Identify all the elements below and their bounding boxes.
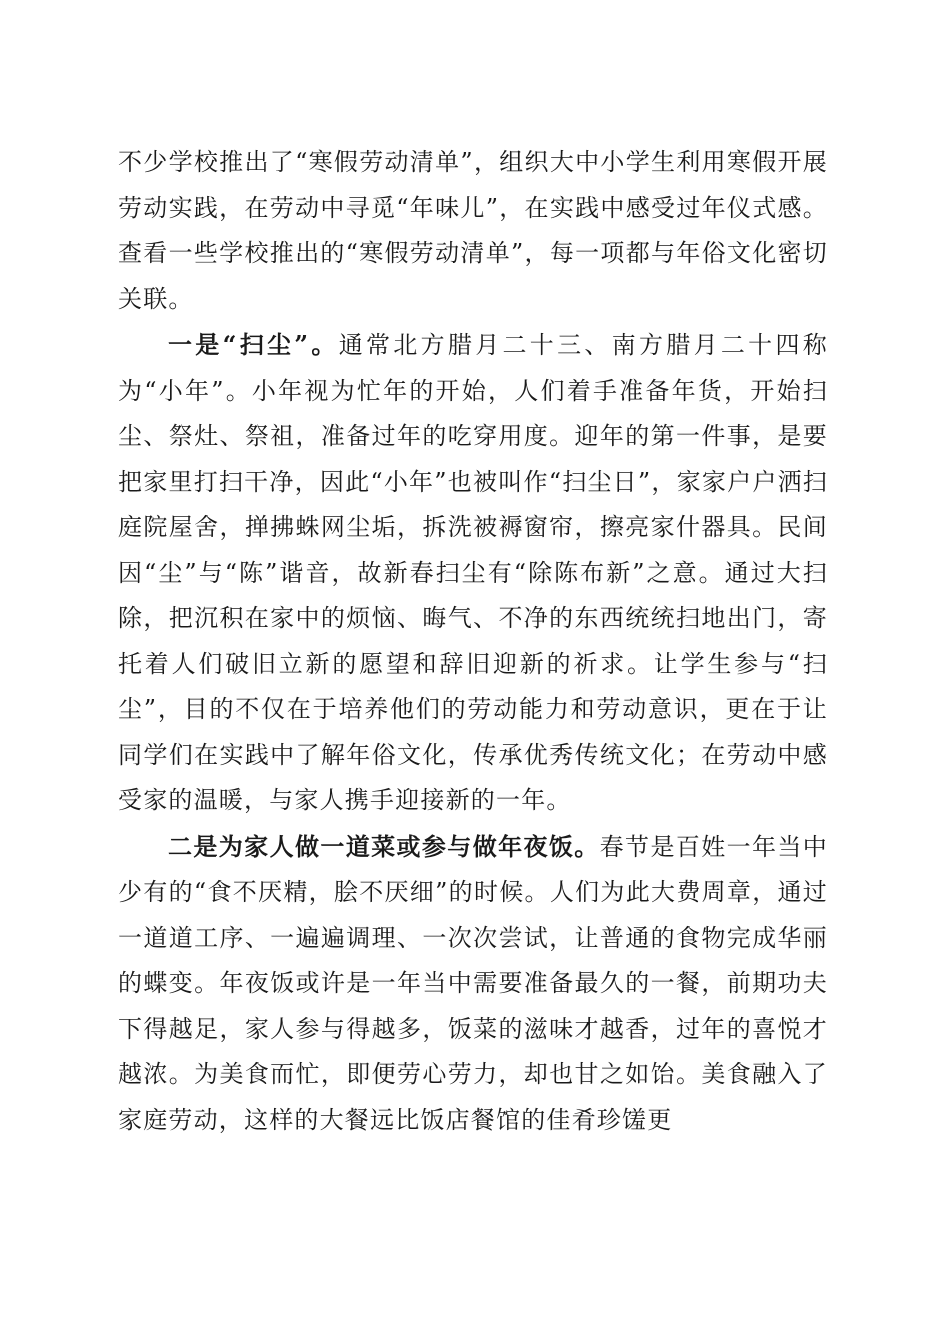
paragraph-cooking — [118, 824, 828, 1144]
paragraph-sweeping-text: 通常北方腊月二十三、南方腊月二十四称为“小年”。小年视为忙年的开始，人们着手准备年货，开始扫尘、祭灶、祭祖，准备过年的吃穿用度。迎年的第一件事，是要把家里打扫干净，因此“小年”也被叫作“扫尘日”，家家户户洒扫庭院屋舍，掸拂蛛网尘垢，拆洗被褥窗帘，擦亮家什器具。民间因“尘”与“陈”谐音，故新春扫尘有“除陈布新”之意。通过大扫除，把沉积在家中的烦恼、晦气、不净的东西统统扫地出门，寄托着人们破旧立新的愿望和辞旧迎新的祈求。让学生参与“扫尘”，目的不仅在于培养他们的劳动能力和劳动意识，更在于让同学们在实践中了解年俗文化，传承优秀传统文化；在劳动中感受家的温暖，与家人携手迎接新的一年。 — [118, 331, 828, 814]
paragraph-intro — [118, 140, 828, 322]
paragraph-sweeping-lead: 一是“扫尘”。 — [168, 330, 339, 359]
paragraph-sweeping — [118, 322, 828, 824]
paragraph-cooking-lead: 二是为家人做一道菜或参与做年夜饭。 — [168, 831, 600, 861]
document-page — [118, 140, 828, 1143]
paragraph-cooking-text: 春节是百姓一年当中少有的“食不厌精，脍不厌细”的时候。人们为此大费周章，通过一道道工序、一遍遍调理、一次次尝试，让普通的食物完成华丽的蝶变。年夜饭或许是一年当中需要准备最久的一餐，前期功夫下得越足，家人参与得越多，饭菜的滋味才越香，过年的喜悦才越浓。为美食而忙，即便劳心劳力，却也甘之如饴。美食融入了家庭劳动，这样的大餐远比饭店餐馆的佳肴珍馐更 — [118, 832, 828, 1134]
paragraph-intro-text: 不少学校推出了“寒假劳动清单”，组织大中小学生利用寒假开展劳动实践，在劳动中寻觅“年味儿”，在实践中感受过年仪式感。查看一些学校推出的“寒假劳动清单”，每一项都与年俗文化密切关联。 — [118, 148, 828, 313]
